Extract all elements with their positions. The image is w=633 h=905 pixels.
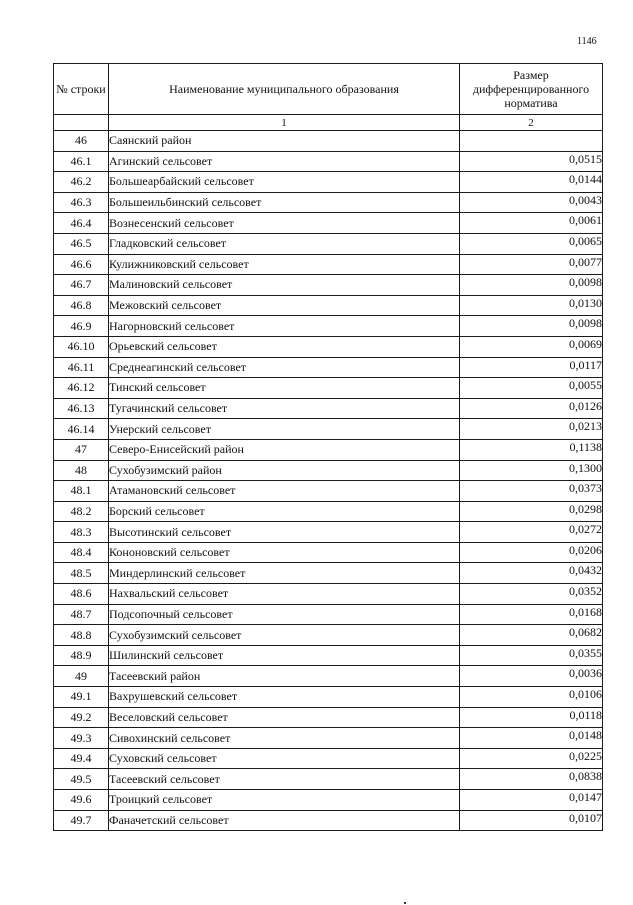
table-row (54, 275, 603, 296)
norm-value-cell: 0,0168 (460, 604, 603, 625)
row-number-cell: 48.9 (54, 645, 109, 666)
norm-value-cell: 0,0298 (460, 501, 603, 522)
table-row (54, 460, 603, 481)
municipality-name-cell: Сухобузимский район (109, 460, 460, 481)
table-row (54, 687, 603, 708)
norm-value-cell: 0,0069 (460, 336, 603, 357)
norm-value-cell: 0,0117 (460, 357, 603, 378)
column-number-row (54, 115, 603, 131)
municipality-name-cell: Вознесенский сельсовет (109, 213, 460, 234)
row-number-cell: 49.3 (54, 728, 109, 749)
norm-value-cell: 0,0515 (460, 151, 603, 172)
row-number-cell: 46.6 (54, 254, 109, 275)
norm-value-cell: 0,0225 (460, 748, 603, 769)
municipality-name-cell: Большеарбайский сельсовет (109, 172, 460, 193)
page-number: 1146 (577, 36, 597, 47)
row-number-cell: 49.2 (54, 707, 109, 728)
norm-value-cell: 0,0355 (460, 645, 603, 666)
municipality-name-cell: Тинский сельсовет (109, 378, 460, 399)
norm-value-cell: 0,0352 (460, 584, 603, 605)
municipality-name-cell: Унерский сельсовет (109, 419, 460, 440)
norm-value-cell: 0,0098 (460, 275, 603, 296)
row-number-cell: 46.13 (54, 398, 109, 419)
norm-value-cell: 0,0682 (460, 625, 603, 646)
municipality-name-cell: Атамановский сельсовет (109, 481, 460, 502)
row-number-cell: 48.5 (54, 563, 109, 584)
municipality-name-cell: Высотинский сельсовет (109, 522, 460, 543)
table-row (54, 439, 603, 460)
municipality-name-cell: Кононовский сельсовет (109, 542, 460, 563)
norm-value-cell: 0,0144 (460, 172, 603, 193)
row-number-cell: 46.4 (54, 213, 109, 234)
table-row (54, 542, 603, 563)
row-number-cell: 46.10 (54, 336, 109, 357)
table-row (54, 131, 603, 152)
municipality-name-cell: Большеильбинский сельсовет (109, 192, 460, 213)
norm-value-cell: 0,0272 (460, 522, 603, 543)
row-number-cell: 46.9 (54, 316, 109, 337)
row-number-cell: 46.14 (54, 419, 109, 440)
norm-value-cell: 0,0206 (460, 542, 603, 563)
table-row (54, 584, 603, 605)
table-row (54, 707, 603, 728)
table-row (54, 398, 603, 419)
norm-value-cell: 0,0126 (460, 398, 603, 419)
municipality-name-cell: Кулижниковский сельсовет (109, 254, 460, 275)
municipality-name-cell: Среднеагинский сельсовет (109, 357, 460, 378)
municipality-name-cell: Сивохинский сельсовет (109, 728, 460, 749)
norm-value-cell: 0,0043 (460, 192, 603, 213)
municipality-name-cell: Тасеевский район (109, 666, 460, 687)
municipality-name-cell: Межовский сельсовет (109, 295, 460, 316)
table-row (54, 172, 603, 193)
norm-value-cell: 0,0055 (460, 378, 603, 399)
norm-value-cell: 0,0373 (460, 481, 603, 502)
municipality-name-cell: Миндерлинский сельсовет (109, 563, 460, 584)
row-number-cell: 49.1 (54, 687, 109, 708)
norm-value-cell: 0,0098 (460, 316, 603, 337)
table-row (54, 522, 603, 543)
row-number-cell: 48.8 (54, 625, 109, 646)
table-row (54, 481, 603, 502)
row-number-cell: 48.6 (54, 584, 109, 605)
row-number-cell: 46.11 (54, 357, 109, 378)
municipality-name-cell: Веселовский сельсовет (109, 707, 460, 728)
table-row (54, 233, 603, 254)
table-row (54, 666, 603, 687)
row-number-cell: 46 (54, 131, 109, 152)
table-row (54, 728, 603, 749)
table-row (54, 419, 603, 440)
table-row (54, 151, 603, 172)
municipality-name-cell: Фаначетский сельсовет (109, 810, 460, 831)
table-row (54, 790, 603, 811)
row-number-cell: 46.5 (54, 233, 109, 254)
table-row (54, 501, 603, 522)
norms-table (53, 63, 603, 831)
norm-value-cell: 0,0432 (460, 563, 603, 584)
row-number-cell: 48.4 (54, 542, 109, 563)
table-row (54, 378, 603, 399)
row-number-cell: 48.7 (54, 604, 109, 625)
row-number-cell: 49.7 (54, 810, 109, 831)
norm-value-cell: 0,0107 (460, 810, 603, 831)
norm-value-cell: 0,1300 (460, 460, 603, 481)
header-row-number: № строки (54, 64, 109, 115)
norm-value-cell: 0,0148 (460, 728, 603, 749)
row-number-cell: 48.2 (54, 501, 109, 522)
header-norm-size: Размер дифференцированного норматива (460, 64, 603, 115)
municipality-name-cell: Троицкий сельсовет (109, 790, 460, 811)
norm-value-cell: 0,1138 (460, 439, 603, 460)
table-row (54, 316, 603, 337)
table-row (54, 810, 603, 831)
municipality-name-cell: Орьевский сельсовет (109, 336, 460, 357)
norm-value-cell: 0,0213 (460, 419, 603, 440)
municipality-name-cell: Агинский сельсовет (109, 151, 460, 172)
row-number-cell: 47 (54, 439, 109, 460)
norm-value-cell: 0,0061 (460, 213, 603, 234)
row-number-cell: 46.7 (54, 275, 109, 296)
table-row (54, 213, 603, 234)
municipality-name-cell: Саянский район (109, 131, 460, 152)
table-row (54, 625, 603, 646)
row-number-cell: 46.8 (54, 295, 109, 316)
municipality-name-cell: Борский сельсовет (109, 501, 460, 522)
table-row (54, 769, 603, 790)
municipality-name-cell: Тугачинский сельсовет (109, 398, 460, 419)
norm-value-cell: 0,0065 (460, 233, 603, 254)
norm-value-cell: 0,0036 (460, 666, 603, 687)
row-number-cell: 46.1 (54, 151, 109, 172)
table-row (54, 645, 603, 666)
table-row (54, 748, 603, 769)
table-row (54, 357, 603, 378)
table-row (54, 192, 603, 213)
norm-value-cell: 0,0838 (460, 769, 603, 790)
municipality-name-cell: Северо-Енисейский район (109, 439, 460, 460)
municipality-name-cell: Сухобузимский сельсовет (109, 625, 460, 646)
column-number-2: 2 (460, 115, 603, 131)
municipality-name-cell: Суховский сельсовет (109, 748, 460, 769)
row-number-cell: 49.6 (54, 790, 109, 811)
header-municipality-name: Наименование муниципального образования (109, 64, 460, 115)
municipality-name-cell: Шилинский сельсовет (109, 645, 460, 666)
row-number-cell: 48.3 (54, 522, 109, 543)
table-row (54, 295, 603, 316)
table-header-row (54, 64, 603, 115)
norm-value-cell: 0,0130 (460, 295, 603, 316)
row-number-cell: 49.5 (54, 769, 109, 790)
norm-value-cell: 0,0147 (460, 790, 603, 811)
municipality-name-cell: Вахрушевский сельсовет (109, 687, 460, 708)
scan-dot (404, 902, 406, 904)
row-number-cell: 48.1 (54, 481, 109, 502)
table-row (54, 604, 603, 625)
table-row (54, 254, 603, 275)
municipality-name-cell: Нахвальский сельсовет (109, 584, 460, 605)
row-number-cell: 46.2 (54, 172, 109, 193)
municipality-name-cell: Тасеевский сельсовет (109, 769, 460, 790)
norm-value-cell: 0,0106 (460, 687, 603, 708)
municipality-name-cell: Малиновский сельсовет (109, 275, 460, 296)
norm-value-cell (460, 131, 603, 152)
norm-value-cell: 0,0077 (460, 254, 603, 275)
row-number-cell: 48 (54, 460, 109, 481)
table-row (54, 563, 603, 584)
row-number-cell: 46.3 (54, 192, 109, 213)
row-number-cell: 49 (54, 666, 109, 687)
table-row (54, 336, 603, 357)
row-number-cell: 46.12 (54, 378, 109, 399)
norm-value-cell: 0,0118 (460, 707, 603, 728)
row-number-cell: 49.4 (54, 748, 109, 769)
municipality-name-cell: Гладковский сельсовет (109, 233, 460, 254)
municipality-name-cell: Подсопочный сельсовет (109, 604, 460, 625)
column-number-empty (54, 115, 109, 131)
municipality-name-cell: Нагорновский сельсовет (109, 316, 460, 337)
column-number-1: 1 (109, 115, 460, 131)
